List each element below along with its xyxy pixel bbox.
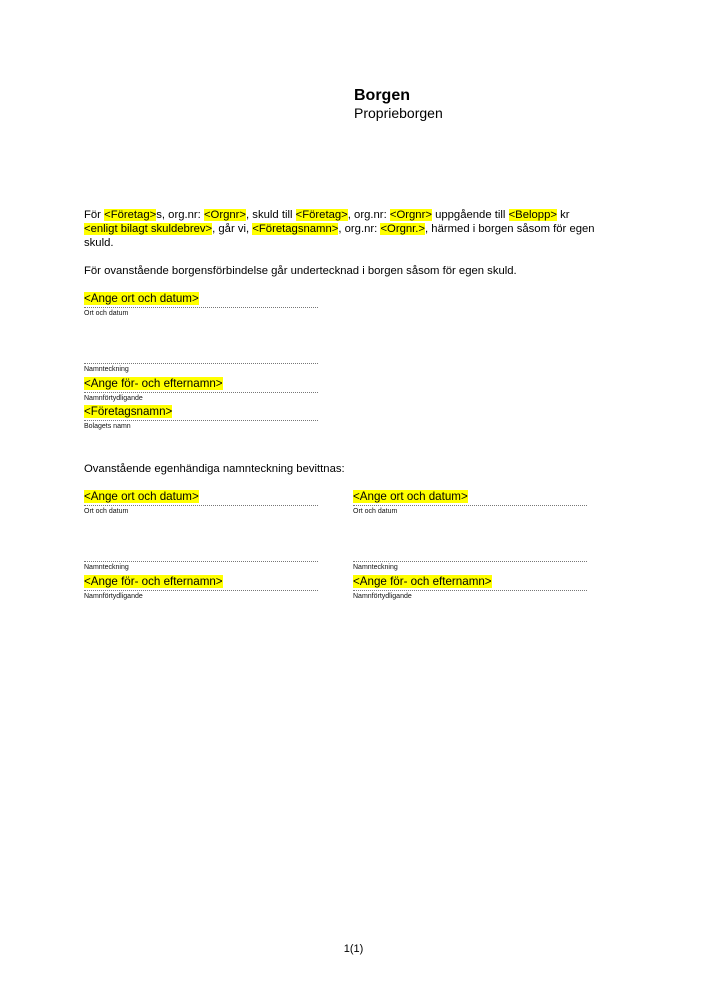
witness2-place-date-field[interactable] <box>353 490 587 516</box>
dotted-line <box>84 420 318 421</box>
page-number: 1(1) <box>343 943 364 955</box>
caption-name-clarification: Namnförtydligande <box>84 395 143 402</box>
witness-heading: Ovanstående egenhändiga namnteckning bevittnas: <box>84 463 345 475</box>
guarantee-paragraph <box>84 208 604 250</box>
dotted-line <box>353 590 587 591</box>
guarantor-place-date-field[interactable] <box>84 292 318 318</box>
signature-value[interactable] <box>84 546 318 560</box>
placeholder-field[interactable]: <Företag> <box>104 209 157 221</box>
guarantor-company-field[interactable] <box>84 405 318 431</box>
caption-place-date: Ort och datum <box>84 310 129 317</box>
placeholder-full-name[interactable]: <Ange för- och efternamn> <box>353 575 492 588</box>
dotted-line <box>353 561 587 562</box>
caption-signature: Namnteckning <box>84 366 129 373</box>
caption-place-date: Ort och datum <box>353 508 398 515</box>
placeholder-field[interactable]: <Företagsnamn> <box>252 223 339 235</box>
witness1-name-field[interactable] <box>84 575 318 601</box>
placeholder-field[interactable]: <Företag> <box>295 209 348 221</box>
caption-name-clarification: Namnförtydligande <box>84 593 143 600</box>
witness2-signature-field[interactable] <box>353 546 587 572</box>
paragraph-text: , skuld till <box>246 209 296 221</box>
paragraph-text: , org.nr: <box>338 223 381 235</box>
guarantor-signature-field[interactable] <box>84 348 318 374</box>
dotted-line <box>84 590 318 591</box>
signature-value[interactable] <box>84 348 318 362</box>
signature-value[interactable] <box>353 546 587 560</box>
document-title: Borgen <box>354 87 410 104</box>
paragraph-text: , org.nr: <box>347 209 390 221</box>
guarantee-statement: För ovanstående borgensförbindelse går undertecknad i borgen såsom för egen skuld. <box>84 265 517 277</box>
title-block <box>354 86 443 122</box>
dotted-line <box>84 307 318 308</box>
dotted-line <box>84 363 318 364</box>
witness2-name-field[interactable] <box>353 575 587 601</box>
paragraph-text: s, org.nr: <box>156 209 204 221</box>
placeholder-field[interactable]: <Orgnr.> <box>380 223 426 235</box>
placeholder-place-date[interactable]: <Ange ort och datum> <box>353 490 468 503</box>
placeholder-field[interactable]: <Belopp> <box>508 209 557 221</box>
placeholder-place-date[interactable]: <Ange ort och datum> <box>84 292 199 305</box>
placeholder-field[interactable]: <Orgnr> <box>203 209 247 221</box>
dotted-line <box>353 505 587 506</box>
witness1-signature-field[interactable] <box>84 546 318 572</box>
guarantor-name-field[interactable] <box>84 377 318 403</box>
paragraph-text: uppgående till <box>431 209 509 221</box>
caption-signature: Namnteckning <box>353 564 398 571</box>
document-subtitle: Proprieborgen <box>354 105 443 121</box>
dotted-line <box>84 505 318 506</box>
paragraph-text: , går vi, <box>212 223 253 235</box>
caption-signature: Namnteckning <box>84 564 129 571</box>
placeholder-place-date[interactable]: <Ange ort och datum> <box>84 490 199 503</box>
placeholder-field[interactable]: <enligt bilagt skuldebrev> <box>84 223 213 235</box>
placeholder-company-name[interactable]: <Företagsnamn> <box>84 405 173 418</box>
placeholder-field[interactable]: <Orgnr> <box>389 209 432 221</box>
placeholder-full-name[interactable]: <Ange för- och efternamn> <box>84 377 223 390</box>
paragraph-text: För <box>84 209 105 221</box>
dotted-line <box>84 392 318 393</box>
caption-name-clarification: Namnförtydligande <box>353 593 412 600</box>
caption-company: Bolagets namn <box>84 423 131 430</box>
dotted-line <box>84 561 318 562</box>
caption-place-date: Ort och datum <box>84 508 129 515</box>
placeholder-full-name[interactable]: <Ange för- och efternamn> <box>84 575 223 588</box>
witness1-place-date-field[interactable] <box>84 490 318 516</box>
paragraph-text: kr <box>556 209 570 221</box>
paragraph-text: , härmed i borgen såsom för egen skuld. <box>84 223 595 249</box>
